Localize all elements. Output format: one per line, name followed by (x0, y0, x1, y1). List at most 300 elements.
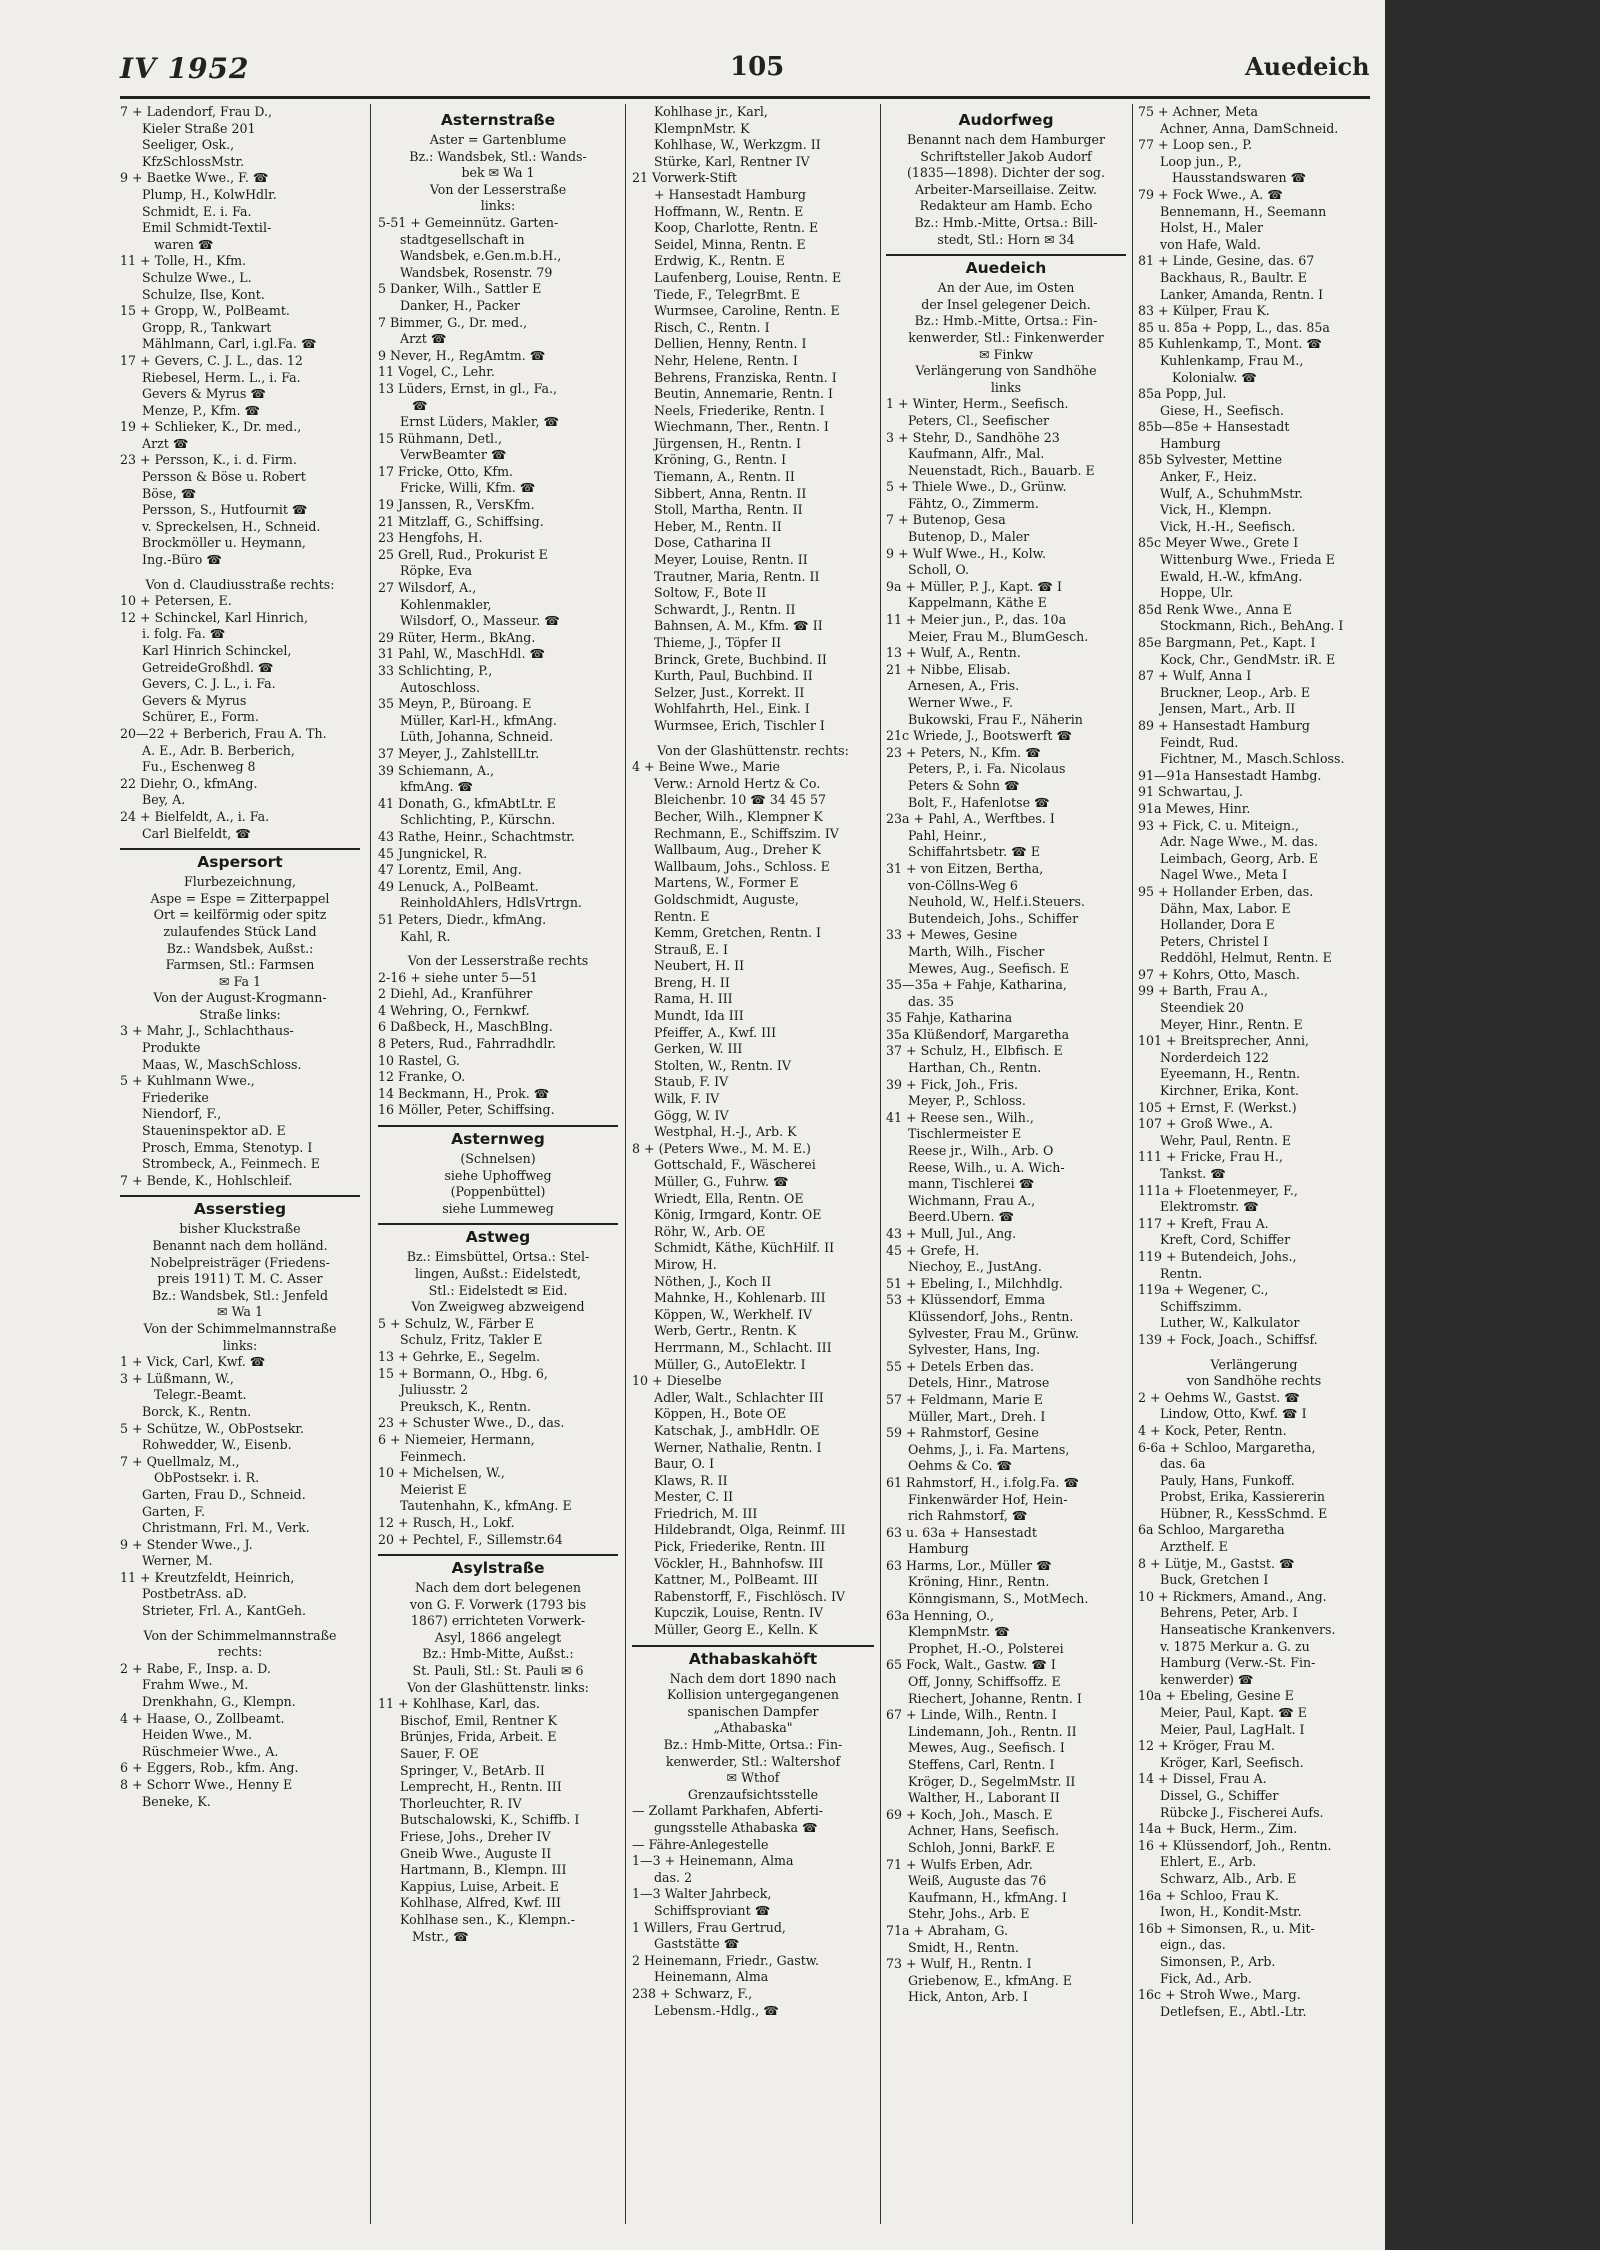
directory-line: Carl Bielfeldt, ☎ (142, 825, 251, 841)
directory-line: 111 + Fricke, Frau H., (1138, 1149, 1283, 1165)
directory-line: Detels, Hinr., Matrose (908, 1375, 1050, 1391)
directory-line: 25 Grell, Rud., Prokurist E (378, 546, 548, 562)
directory-line: Anker, F., Heiz. (1160, 469, 1257, 485)
directory-line: Persson, S., Hutfournit ☎ (142, 502, 308, 518)
directory-line: Von der Schimmelmannstraße (143, 1320, 337, 1336)
directory-line: Kaufmann, H., kfmAng. I (908, 1889, 1067, 1905)
directory-line: Kieler Straße 201 (142, 120, 256, 136)
directory-line: — Fähre-Anlegestelle (632, 1836, 769, 1852)
directory-line: Werb, Gertr., Rentn. K (654, 1323, 797, 1339)
directory-line: Schulze, Ilse, Kont. (142, 286, 265, 302)
directory-line: Werner, Nathalie, Rentn. I (654, 1439, 822, 1455)
directory-line: 37 + Schulz, H., Elbfisch. E (886, 1043, 1063, 1059)
directory-line: 83 + Külper, Frau K. (1138, 303, 1270, 319)
directory-line: Schwardt, J., Rentn. II (654, 601, 796, 617)
directory-line: Bennemann, H., Seemann (1160, 203, 1327, 219)
directory-line: Dose, Catharina II (654, 535, 772, 551)
directory-line: 8 + (Peters Wwe., M. M. E.) (632, 1140, 811, 1156)
directory-line: 21 Vorwerk-Stift (632, 170, 737, 186)
street-heading: Aspersort (120, 848, 360, 874)
directory-line: Mewes, Aug., Seefisch. I (908, 1740, 1065, 1756)
directory-line: Hanseatische Krankenvers. (1160, 1622, 1336, 1638)
directory-line: Goldschmidt, Auguste, (654, 891, 799, 907)
directory-line: Bruckner, Leop., Arb. E (1160, 684, 1311, 700)
directory-line: 43 + Mull, Jul., Ang. (886, 1226, 1017, 1241)
directory-line: preis 1911) T. M. C. Asser (157, 1271, 323, 1287)
directory-line: Hollander, Dora E (1160, 917, 1275, 933)
directory-line: Schloh, Jonni, BarkF. E (908, 1839, 1055, 1855)
directory-line: Reese jr., Wilh., Arb. O (908, 1143, 1054, 1159)
directory-line: Kurth, Paul, Buchbind. II (654, 668, 813, 684)
directory-line: Asyl, 1866 angelegt (434, 1629, 562, 1645)
directory-line: Kohlhase jr., Karl, (654, 104, 768, 119)
directory-line: Kröger, D., SegelmMstr. II (908, 1773, 1076, 1789)
directory-line: Wallbaum, Johs., Schloss. E (654, 858, 830, 874)
directory-line: Scholl, O. (908, 562, 970, 578)
directory-line: 45 + Grefe, H. (886, 1242, 980, 1258)
directory-line: Wehr, Paul, Rentn. E (1160, 1132, 1292, 1148)
directory-line: 85d Renk Wwe., Anna E (1138, 601, 1292, 617)
directory-line: Von der Glashüttenstr. links: (407, 1679, 589, 1695)
directory-line: Butendeich, Johs., Schiffer (908, 910, 1079, 926)
directory-line: Sibbert, Anna, Rentn. II (654, 485, 807, 501)
directory-line: Kohlhase sen., K., Klempn.- (400, 1911, 576, 1927)
directory-line: Westphal, H.-J., Arb. K (654, 1124, 797, 1140)
directory-line: Soltow, F., Bote II (654, 585, 767, 601)
directory-line: + Hansestadt Hamburg (654, 186, 806, 202)
directory-line: Niechoy, E., JustAng. (908, 1259, 1042, 1275)
directory-line: 33 Schlichting, P., (378, 663, 493, 678)
directory-line: 89 + Hansestadt Hamburg (1138, 717, 1310, 733)
directory-line: Probst, Erika, Kassiererin (1160, 1489, 1326, 1505)
directory-line: kenwerder) ☎ (1160, 1671, 1254, 1687)
directory-line: Gerken, W. III (654, 1041, 743, 1057)
directory-line: Lanker, Amanda, Rentn. I (1160, 286, 1324, 302)
directory-line: Jürgensen, H., Rentn. I (654, 435, 802, 451)
directory-line: 9 + Wulf Wwe., H., Kolw. (886, 545, 1046, 561)
directory-line: 41 + Reese sen., Wilh., (886, 1109, 1034, 1125)
directory-line: v. 1875 Merkur a. G. zu (1160, 1638, 1310, 1654)
directory-line: Loop jun., P., (1160, 153, 1242, 169)
directory-line: Holst, H., Maler (1160, 220, 1264, 236)
directory-line: 12 + Kröger, Frau M. (1138, 1738, 1276, 1754)
directory-line: Baur, O. I (654, 1456, 715, 1472)
directory-line (120, 1620, 360, 1628)
directory-line: Sylvester, Hans, Ing. (908, 1342, 1041, 1358)
directory-line: von Sandhöhe rechts (1186, 1373, 1322, 1389)
directory-line: Arzthelf. E (1160, 1539, 1228, 1555)
directory-line: Pfeiffer, A., Kwf. III (654, 1024, 777, 1040)
directory-line: 63 Harms, Lor., Müller ☎ (886, 1557, 1052, 1573)
directory-line: Pick, Friederike, Rentn. III (654, 1539, 826, 1555)
directory-line: Meier, Paul, Kapt. ☎ E (1160, 1705, 1307, 1720)
directory-line: Adler, Walt., Schlachter III (654, 1389, 824, 1405)
directory-line: Kattner, M., PolBeamt. III (654, 1572, 818, 1588)
directory-line: VerwBeamter ☎ (400, 447, 507, 463)
directory-line: Friese, Johs., Dreher IV (400, 1829, 551, 1844)
directory-line: Farmsen, Stl.: Farmsen (165, 957, 315, 973)
directory-line: 5 + Kuhlmann Wwe., (120, 1073, 255, 1089)
directory-line: 119a + Wegener, C., (1138, 1282, 1269, 1298)
directory-line: 117 + Kreft, Frau A. (1138, 1215, 1269, 1231)
directory-line: kfmAng. ☎ (400, 779, 474, 795)
directory-line: 45 Jungnickel, R. (378, 845, 488, 861)
directory-line: Heiden Wwe., M. (142, 1727, 253, 1743)
directory-line: Müller, G., Fuhrw. ☎ (654, 1174, 789, 1189)
directory-line: 16 Möller, Peter, Schiffsing. (378, 1102, 555, 1118)
directory-line: 63 u. 63a + Hansestadt (886, 1524, 1037, 1540)
directory-line: 20 + Pechtel, F., Sillemstr.64 (378, 1531, 563, 1547)
directory-line: An der Aue, im Osten (937, 280, 1075, 296)
directory-line: 2 + Oehms W., Gastst. ☎ (1138, 1389, 1300, 1405)
directory-line: 9a + Müller, P. J., Kapt. ☎ I (886, 578, 1062, 594)
directory-line: Friederike (142, 1089, 209, 1105)
directory-line: Jensen, Mart., Arb. II (1160, 701, 1296, 717)
directory-line: Lemprecht, H., Rentn. III (400, 1779, 562, 1795)
directory-line: Bahnsen, A. M., Kfm. ☎ II (654, 618, 823, 634)
directory-line: i. folg. Fa. ☎ (142, 626, 226, 642)
directory-line: Menze, P., Kfm. ☎ (142, 402, 261, 418)
directory-line: 77 + Loop sen., P. (1138, 137, 1253, 153)
directory-line: 6 + Eggers, Rob., kfm. Ang. (120, 1760, 299, 1776)
directory-line: Hamburg (1160, 435, 1221, 451)
directory-line: 11 Vogel, C., Lehr. (378, 364, 495, 380)
directory-line: Steffens, Carl, Rentn. I (908, 1757, 1055, 1772)
directory-line: 85b—85e + Hansestadt (1138, 419, 1290, 435)
directory-line: Stoll, Martha, Rentn. II (654, 502, 803, 518)
directory-line: 101 + Breitsprecher, Anni, (1138, 1033, 1310, 1049)
directory-line: Bz.: Wandsbek, Stl.: Wands- (409, 148, 587, 164)
directory-line: Benannt nach dem holländ. (152, 1238, 328, 1253)
directory-line: 85 Kuhlenkamp, T., Mont. ☎ (1138, 336, 1323, 352)
directory-line: Luther, W., Kalkulator (1160, 1315, 1300, 1331)
directory-line: Kröger, Karl, Seefisch. (1160, 1754, 1304, 1770)
header-rule (120, 96, 1370, 99)
directory-line: 7 + Quellmalz, M., (120, 1453, 240, 1469)
directory-line: Gögg, W. IV (654, 1107, 729, 1123)
directory-line: Von der Schimmelmannstraße (143, 1627, 337, 1643)
directory-line: 14 + Dissel, Frau A. (1138, 1771, 1267, 1787)
directory-line: Straße links: (199, 1006, 281, 1022)
directory-line: Reddöhl, Helmut, Rentn. E (1160, 950, 1332, 966)
directory-line: Kock, Chr., GendMstr. iR. E (1160, 651, 1336, 667)
directory-line: 55 + Detels Erben das. (886, 1358, 1035, 1374)
directory-line: Nagel Wwe., Meta I (1160, 867, 1288, 883)
directory-line: von G. F. Vorwerk (1793 bis (409, 1596, 587, 1612)
directory-line: 17 + Gevers, C. J. L., das. 12 (120, 352, 303, 368)
directory-line: 85e Bargmann, Pet., Kapt. I (1138, 635, 1316, 650)
directory-line: Kreft, Cord, Schiffer (1160, 1232, 1291, 1248)
directory-line: Stl.: Eidelstedt ✉ Eid. (428, 1282, 568, 1298)
directory-line: Pauly, Hans, Funkoff. (1160, 1472, 1295, 1488)
page-volume-year: IV 1952 (120, 52, 250, 85)
directory-line: Neuhold, W., Helf.i.Steuers. (908, 894, 1086, 910)
directory-line: Finkenwärder Hof, Hein- (908, 1491, 1068, 1507)
directory-line: Fähtz, O., Zimmerm. (908, 495, 1039, 511)
directory-line: 8 Peters, Rud., Fahrradhdlr. (378, 1036, 556, 1052)
directory-line: Stolten, W., Rentn. IV (654, 1057, 791, 1073)
directory-line: Wriedt, Ella, Rentn. OE (654, 1190, 804, 1206)
directory-line: Oehms & Co. ☎ (908, 1458, 1013, 1474)
directory-line: 91—91a Hansestadt Hambg. (1138, 767, 1322, 783)
directory-line: Brockmöller u. Heymann, (142, 535, 306, 551)
directory-line: Wittenburg Wwe., Frieda E (1160, 552, 1335, 568)
directory-line: Wallbaum, Aug., Dreher K (654, 842, 821, 858)
directory-line: das. 6a (1160, 1456, 1206, 1472)
directory-line: Arbeiter-Marseillaise. Zeitw. (915, 181, 1097, 197)
directory-line: Gaststätte ☎ (654, 1936, 740, 1952)
directory-line: 91a Mewes, Hinr. (1138, 800, 1251, 816)
scan-background (1385, 0, 1600, 2250)
directory-line: ☎ (412, 397, 428, 413)
directory-line: Kröning, G., Rentn. I (654, 452, 787, 468)
directory-line: kenwerder, Stl.: Finkenwerder (908, 329, 1104, 345)
directory-line: (Schnelsen) (460, 1151, 536, 1167)
directory-line: ✉ Wthof (726, 1770, 780, 1786)
directory-line: 1—3 Walter Jahrbeck, (632, 1886, 772, 1902)
directory-line: 6a Schloo, Margaretha (1138, 1522, 1285, 1538)
directory-line: 139 + Fock, Joach., Schiffsf. (1138, 1331, 1318, 1347)
directory-line: Arnesen, A., Fris. (908, 678, 1020, 694)
directory-line: Koop, Charlotte, Rentn. E (654, 220, 819, 236)
directory-line: 3 + Lüßmann, W., (120, 1370, 234, 1386)
directory-line: 7 + Butenop, Gesa (886, 512, 1006, 528)
directory-line: Weiß, Auguste das 76 (908, 1873, 1047, 1889)
directory-line: Rechmann, E., Schiffszim. IV (654, 825, 839, 841)
directory-line: Böse, ☎ (142, 485, 197, 501)
directory-line: 2 + Rabe, F., Insp. a. D. (120, 1660, 271, 1676)
directory-line: 11 + Tolle, H., Kfm. (120, 253, 247, 269)
directory-line: Tiede, F., TelegrBmt. E (654, 286, 801, 302)
directory-line: 5 + Schulz, W., Färber E (378, 1315, 535, 1331)
directory-line: Schwarz, Alb., Arb. E (1160, 1870, 1297, 1886)
directory-line: 6 Daßbeck, H., MaschBlng. (378, 1019, 553, 1035)
street-heading: Asserstieg (120, 1195, 360, 1221)
street-heading: Audorfweg (958, 111, 1054, 129)
directory-line: Wandsbek, e.Gen.m.b.H., (400, 248, 562, 264)
directory-line: 5 + Thiele Wwe., D., Grünw. (886, 479, 1067, 495)
directory-line: 23 Hengfohs, H. (378, 530, 483, 546)
directory-line: Norderdeich 122 (1160, 1049, 1269, 1065)
directory-line: rechts: (217, 1644, 263, 1660)
directory-line: 73 + Wulf, H., Rentn. I (886, 1956, 1032, 1972)
directory-line: Preuksch, K., Rentn. (400, 1398, 531, 1414)
directory-line: 69 + Koch, Joh., Masch. E (886, 1806, 1053, 1822)
directory-line: Danker, H., Packer (400, 297, 521, 313)
directory-line: 13 + Wulf, A., Rentn. (886, 645, 1021, 661)
directory-line: Staueninspektor aD. E (142, 1123, 286, 1139)
directory-line: lingen, Außst.: Eidelstedt, (414, 1266, 582, 1281)
directory-line: 97 + Kohrs, Otto, Masch. (1138, 966, 1300, 982)
directory-line: 8 + Lütje, M., Gastst. ☎ (1138, 1555, 1295, 1571)
directory-line: 1 + Winter, Herm., Seefisch. (886, 396, 1069, 412)
directory-line: Mählmann, Carl, i.gl.Fa. ☎ (142, 336, 317, 352)
directory-line: 13 + Gehrke, E., Segelm. (378, 1348, 541, 1364)
directory-line: Von der August-Krogmann- (153, 990, 327, 1006)
directory-line: Brünjes, Frida, Arbeit. E (400, 1729, 557, 1745)
directory-line: Feindt, Rud. (1160, 734, 1239, 750)
directory-line: Brinck, Grete, Buchbind. II (654, 651, 827, 667)
directory-line: Pahl, Heinr., (908, 827, 987, 843)
directory-line: 7 + Ladendorf, Frau D., (120, 104, 272, 119)
directory-line: Rama, H. III (654, 991, 733, 1007)
directory-line: Von der Glashüttenstr. rechts: (657, 742, 849, 758)
directory-line: Bz.: Hmb-Mitte, Ortsa.: Fin- (663, 1737, 843, 1752)
directory-line: KlempnMstr. ☎ (908, 1624, 1010, 1640)
columns-area (120, 104, 1370, 2234)
directory-line: 2-16 + siehe unter 5—51 (378, 969, 538, 985)
directory-line: Heber, M., Rentn. II (654, 518, 782, 534)
directory-line: Tankst. ☎ (1160, 1166, 1226, 1181)
directory-line: 61 Rahmstorf, H., i.folg.Fa. ☎ (886, 1474, 1080, 1490)
directory-line: Mewes, Aug., Seefisch. E (908, 960, 1070, 976)
directory-line: Meyer, Louise, Rentn. II (654, 552, 808, 568)
directory-line: Sylvester, Frau M., Grünw. (908, 1325, 1079, 1341)
directory-line: Elektromstr. ☎ (1160, 1199, 1259, 1215)
directory-line: rich Rahmstorf, ☎ (908, 1508, 1028, 1524)
directory-line: Herrmann, M., Schlacht. III (654, 1339, 832, 1355)
directory-line: Laufenberg, Louise, Rentn. E (654, 269, 842, 285)
directory-line: 75 + Achner, Meta (1138, 104, 1258, 119)
directory-line: Müller, Karl-H., kfmAng. (400, 712, 557, 728)
directory-line: Mester, C. II (654, 1489, 734, 1505)
directory-line: Wohlfahrth, Hel., Eink. I (654, 701, 810, 717)
directory-line: ✉ Wa 1 (217, 1304, 263, 1320)
directory-line: zulaufendes Stück Land (163, 923, 317, 939)
directory-line: 71 + Wulfs Erben, Adr. (886, 1856, 1033, 1872)
page-number: 105 (730, 52, 785, 82)
directory-line: 29 Rüter, Herm., BkAng. (378, 629, 536, 645)
directory-line: Meier, Paul, LagHalt. I (1160, 1721, 1305, 1737)
directory-line: Kahl, R. (400, 928, 451, 944)
directory-line: Gevers, C. J. L., i. Fa. (142, 676, 276, 692)
directory-line: Fichtner, M., Masch.Schloss. (1160, 751, 1345, 767)
directory-line: Feinmech. (400, 1448, 467, 1464)
directory-line: 16 + Klüssendorf, Joh., Rentn. (1138, 1837, 1332, 1853)
directory-line: Fu., Eschenweg 8 (142, 759, 256, 775)
directory-line: Rentn. (1160, 1265, 1203, 1281)
directory-line: Autoschloss. (400, 679, 481, 695)
directory-line: Schulz, Fritz, Takler E (400, 1332, 543, 1348)
directory-line: Kollision untergegangenen (666, 1687, 840, 1703)
directory-line: Lindemann, Joh., Rentn. II (908, 1723, 1077, 1739)
directory-line: Lüth, Johanna, Schneid. (400, 729, 554, 745)
directory-line: 7 + Bende, K., Hohlschleif. (120, 1172, 293, 1188)
column-5 (1138, 104, 1370, 2234)
directory-line: 31 Pahl, W., MaschHdl. ☎ (378, 646, 546, 662)
directory-line: 11 + Kreutzfeldt, Heinrich, (120, 1569, 295, 1585)
directory-line: Köppen, W., Werkhelf. IV (654, 1306, 812, 1322)
directory-line: Bz.: Wandsbek, Außst.: (166, 940, 314, 956)
directory-line: Garten, F. (142, 1503, 205, 1519)
column-1 (120, 104, 360, 2234)
directory-line: waren ☎ (154, 236, 214, 252)
directory-line: 8 + Schorr Wwe., Henny E (120, 1777, 293, 1792)
directory-line: Kröning, Hinr., Rentn. (908, 1574, 1050, 1590)
directory-line: Müller, G., AutoElektr. I (654, 1356, 806, 1372)
directory-line: Beneke, K. (142, 1793, 211, 1809)
directory-line: 87 + Wulf, Anna I (1138, 668, 1252, 684)
directory-line: 39 + Fick, Joh., Fris. (886, 1076, 1019, 1092)
directory-line: 14a + Buck, Herm., Zim. (1138, 1821, 1298, 1837)
directory-line: Trautner, Maria, Rentn. II (654, 568, 820, 584)
directory-line: Kuhlenkamp, Frau M., (1160, 352, 1304, 368)
directory-line: von-Cöllns-Weg 6 (908, 877, 1018, 893)
directory-line: Kappius, Luise, Arbeit. E (400, 1878, 559, 1894)
directory-line: Erdwig, K., Rentn. E (654, 253, 785, 269)
directory-line: 27 Wilsdorf, A., (378, 580, 477, 596)
directory-line: 41 Donath, G., kfmAbtLtr. E (378, 795, 556, 811)
directory-line: Seidel, Minna, Rentn. E (654, 236, 806, 252)
directory-line: Persson & Böse u. Robert (142, 469, 306, 485)
directory-line: Neubert, H. II (654, 958, 745, 974)
directory-line: Fick, Ad., Arb. (1160, 1970, 1252, 1986)
directory-line: 21 + Nibbe, Elisab. (886, 661, 1011, 677)
directory-line: spanischen Dampfer (687, 1703, 819, 1719)
directory-line: Riechert, Johanne, Rentn. I (908, 1690, 1082, 1706)
directory-line: Kaufmann, Alfr., Mal. (908, 446, 1045, 462)
directory-line: 12 + Rusch, H., Lokf. (378, 1514, 515, 1530)
directory-line: Harthan, Ch., Rentn. (908, 1060, 1042, 1076)
directory-line: Meyer, P., Schloss. (908, 1093, 1026, 1109)
directory-line: Meier, Frau M., BlumGesch. (908, 628, 1089, 644)
street-heading: Athabaskahöft (632, 1645, 874, 1671)
directory-line: Hausstandswaren ☎ (1172, 170, 1307, 186)
directory-line: 1 + Vick, Carl, Kwf. ☎ (120, 1354, 266, 1370)
directory-line: Aster = Gartenblume (429, 132, 567, 147)
directory-line: Aspe = Espe = Zitterpappel (150, 890, 330, 906)
directory-line: 59 + Rahmstorf, Gesine (886, 1425, 1039, 1441)
directory-line: 53 + Klüssendorf, Emma (886, 1292, 1046, 1308)
directory-line: 4 + Kock, Peter, Rentn. (1138, 1422, 1287, 1438)
directory-line: 1 Willers, Frau Gertrud, (632, 1919, 786, 1935)
directory-line: 85c Meyer Wwe., Grete I (1138, 535, 1299, 551)
directory-line: Hamburg (Verw.-St. Fin- (1160, 1655, 1316, 1671)
directory-line: 111a + Floetenmeyer, F., (1138, 1182, 1298, 1198)
directory-line: Hick, Anton, Arb. I (908, 1989, 1028, 2005)
directory-line: Müller, Georg E., Kelln. K (654, 1622, 818, 1638)
directory-line: Kemm, Gretchen, Rentn. I (654, 925, 821, 941)
directory-line: 10 Rastel, G. (378, 1052, 460, 1068)
directory-line: Martens, W., Former E (654, 875, 799, 891)
directory-line: Nehr, Helene, Rentn. I (654, 352, 798, 368)
directory-line: Von der Lesserstraße (429, 181, 567, 197)
directory-line: Stockmann, Rich., BehAng. I (1160, 618, 1344, 634)
directory-line: Off, Jonny, Schiffsoffz. E (908, 1674, 1061, 1690)
directory-line: Bz.: Eimsbüttel, Ortsa.: Stel- (406, 1249, 590, 1265)
directory-line: Schiffsproviant ☎ (654, 1902, 771, 1918)
directory-line: 19 + Schlieker, K., Dr. med., (120, 419, 302, 435)
directory-line: Frahm Wwe., M. (142, 1677, 249, 1693)
directory-line: Springer, V., BetArb. II (400, 1762, 545, 1778)
directory-line: Reese, Wilh., u. A. Wich- (908, 1159, 1065, 1175)
directory-line: Butschalowski, K., Schiffb. I (400, 1812, 580, 1828)
directory-line: Mirow, H. (654, 1256, 717, 1272)
directory-line: 23a + Pahl, A., Werftbes. I (886, 811, 1055, 827)
directory-line: 6 + Niemeier, Hermann, (378, 1431, 535, 1447)
directory-line: Sauer, F. OE (400, 1746, 479, 1762)
directory-line: Produkte (142, 1040, 201, 1056)
directory-line (632, 735, 874, 743)
directory-line: 51 Peters, Diedr., kfmAng. (378, 911, 547, 927)
directory-line: Becher, Wilh., Klempner K (654, 808, 823, 824)
directory-line: Thorleuchter, R. IV (400, 1795, 522, 1811)
directory-line: 65 Fock, Walt., Gastw. ☎ I (886, 1657, 1056, 1673)
directory-line: Vöckler, H., Bahnhofsw. III (654, 1555, 824, 1571)
directory-line: siehe Uphoffweg (444, 1167, 552, 1183)
directory-line: 15 Rühmann, Detl., (378, 430, 503, 446)
directory-line: Werner, M. (142, 1553, 213, 1569)
